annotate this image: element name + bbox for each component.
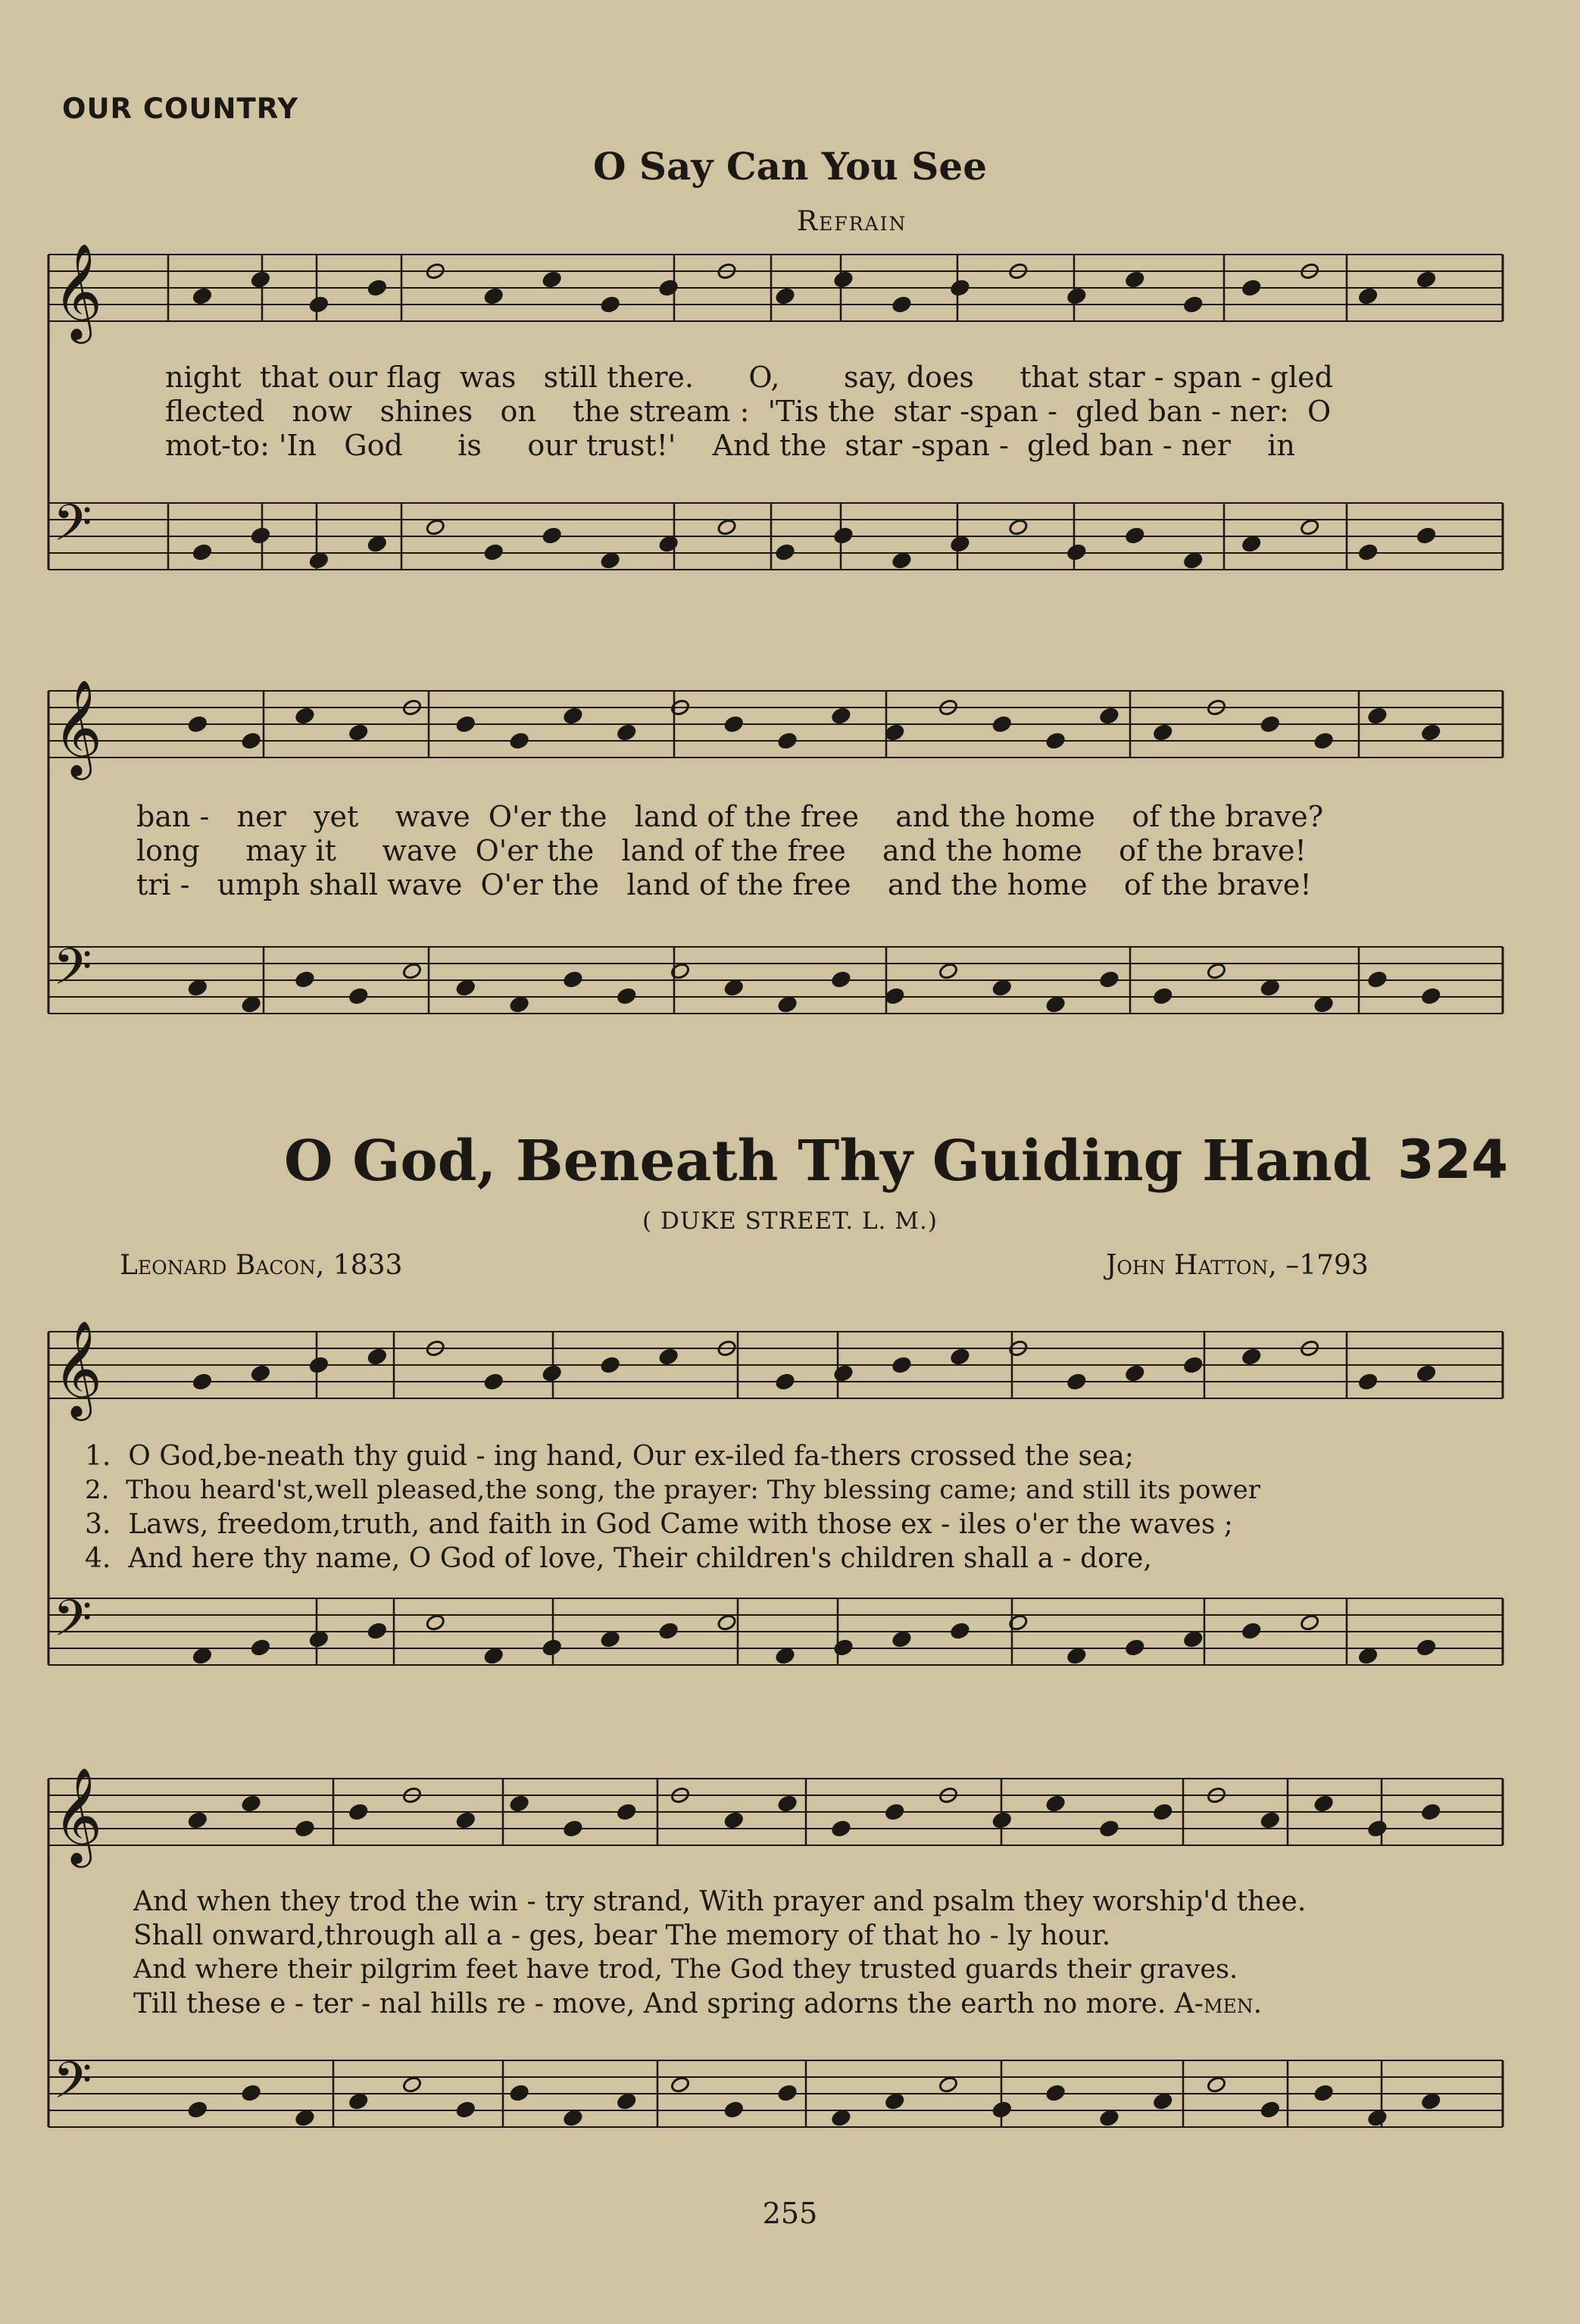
verse-line: Shall onward,through all a - ges, bear The memory of that ho - ly hour. — [133, 1920, 1111, 1951]
note-head — [617, 1803, 637, 1821]
note-head — [658, 1348, 679, 1366]
note-head — [348, 987, 369, 1005]
note-head — [251, 1364, 271, 1382]
note-head — [1099, 970, 1119, 989]
lyric-word: ner — [236, 800, 286, 833]
note-head — [1358, 543, 1379, 561]
verse-text: Laws, freedom,truth, and faith in God Came with those ex - iles o'er the waves ; — [128, 1509, 1233, 1540]
note-head — [1045, 2084, 1066, 2102]
note-head — [1416, 1364, 1437, 1382]
note-head — [1125, 1638, 1145, 1657]
note-head — [509, 995, 529, 1014]
verse-line — [85, 1441, 1134, 1472]
note-head — [1153, 2092, 1173, 2110]
note-head — [483, 543, 504, 561]
lyric-word: that star - span - gled — [1020, 361, 1333, 394]
clef-icon: 𝄢 — [53, 1589, 92, 1660]
lyric-word: that our flag — [259, 361, 442, 394]
note-head — [192, 1373, 213, 1391]
note-head — [1358, 1373, 1379, 1391]
note-head — [1066, 1647, 1087, 1665]
note-head — [1358, 287, 1379, 305]
tune-name: ( DUKE STREET. L. M.) — [642, 1207, 938, 1235]
note-head — [1416, 526, 1437, 545]
note-head — [1313, 732, 1334, 750]
note-head — [1066, 1373, 1087, 1391]
note-head — [1416, 270, 1437, 289]
lyric-word: star -span - — [845, 429, 1009, 462]
lyric-word: the stream : — [573, 395, 750, 428]
note-head — [1300, 1613, 1320, 1632]
lyric-line — [165, 429, 1295, 462]
lyric-word: still there. — [543, 361, 694, 394]
note-head — [717, 1613, 737, 1632]
note-head — [563, 707, 583, 725]
note-head — [891, 295, 912, 314]
note-head — [367, 535, 387, 553]
note-head — [455, 979, 476, 997]
lyric-word: mot-to: 'In — [165, 429, 317, 462]
note-head — [1260, 979, 1280, 997]
note-head — [658, 279, 679, 297]
composer-credit: John Hatton, –1793 — [1106, 1250, 1369, 1281]
note-head — [295, 1820, 315, 1838]
note-head — [670, 2076, 691, 2094]
note-head — [455, 1811, 476, 1829]
clef-icon: 𝄢 — [53, 938, 92, 1008]
lyric-line — [136, 800, 1323, 833]
note-head — [509, 2084, 529, 2102]
note-head — [509, 1795, 529, 1813]
lyric-word: and the home — [895, 800, 1095, 833]
note-head — [187, 715, 208, 733]
hymn-title-o-god-beneath-thy-guiding-hand: O God, Beneath Thy Guiding Hand — [284, 1129, 1372, 1194]
note-head — [775, 287, 795, 305]
section-header: OUR COUNTRY — [62, 92, 298, 125]
note-head — [402, 962, 423, 980]
note-head — [885, 2092, 905, 2110]
note-head — [950, 279, 970, 297]
note-head — [309, 295, 329, 314]
lyric-word: land of the free — [634, 800, 859, 833]
lyric-word: wave — [395, 800, 470, 833]
note-head — [777, 1795, 798, 1813]
lyric-word: may it — [245, 834, 336, 867]
lyric-line — [136, 868, 1312, 901]
note-head — [542, 270, 562, 289]
note-head — [950, 1622, 970, 1640]
verse-line — [85, 1543, 1152, 1574]
note-head — [187, 1811, 208, 1829]
lyric-word: gled ban - ner — [1026, 429, 1231, 462]
note-head — [1416, 1638, 1437, 1657]
lyric-word: and the home — [887, 868, 1088, 901]
lyric-word: tri - — [136, 868, 190, 901]
note-head — [187, 2101, 208, 2119]
note-head — [1367, 707, 1388, 725]
note-head — [991, 979, 1012, 997]
note-head — [833, 1364, 854, 1382]
note-head — [1125, 1364, 1145, 1382]
note-head — [1313, 995, 1334, 1014]
note-head — [1099, 2109, 1119, 2127]
note-head — [885, 987, 905, 1005]
note-head — [600, 551, 620, 570]
verse-number: 1. — [85, 1441, 111, 1472]
note-head — [831, 1820, 851, 1838]
refrain-label: Refrain — [797, 206, 907, 237]
lyric-line — [136, 834, 1307, 867]
note-head — [295, 970, 315, 989]
note-head — [833, 526, 854, 545]
note-head — [455, 715, 476, 733]
note-head — [1045, 995, 1066, 1014]
note-head — [1241, 1348, 1262, 1366]
clef-icon: 𝄞 — [53, 679, 103, 776]
clef-icon: 𝄢 — [53, 494, 92, 564]
note-head — [348, 723, 369, 742]
lyric-word: 'Tis the — [767, 395, 876, 428]
note-head — [1260, 2101, 1280, 2119]
lyric-word: O'er the — [488, 800, 607, 833]
note-head — [777, 2084, 798, 2102]
amen-label: A-men. — [1174, 1988, 1263, 2019]
hymn-number: 324 — [1397, 1129, 1509, 1191]
note-head — [658, 1622, 679, 1640]
note-head — [885, 1803, 905, 1821]
note-head — [938, 2076, 959, 2094]
note-head — [1183, 551, 1204, 570]
note-head — [251, 526, 271, 545]
verse-line — [85, 1475, 1260, 1505]
note-head — [1207, 962, 1227, 980]
note-head — [775, 543, 795, 561]
lyric-word: flected — [165, 395, 265, 428]
note-head — [1153, 723, 1173, 742]
note-head — [1300, 518, 1320, 536]
verse-line — [85, 1509, 1233, 1540]
note-head — [1367, 2109, 1388, 2127]
lyric-word: now — [292, 395, 353, 428]
lyric-word: And the — [712, 429, 827, 462]
note-head — [1099, 1820, 1119, 1838]
note-head — [1153, 987, 1173, 1005]
lyric-word: say, does — [844, 361, 974, 394]
note-head — [1421, 1803, 1441, 1821]
note-head — [833, 1638, 854, 1657]
note-head — [192, 287, 213, 305]
note-head — [563, 1820, 583, 1838]
note-head — [367, 1622, 387, 1640]
verse-text: Till these e - ter - nal hills re - move, And spring adorns the earth no more. — [133, 1988, 1166, 2019]
note-head — [309, 551, 329, 570]
note-head — [1241, 279, 1262, 297]
note-head — [950, 535, 970, 553]
note-head — [991, 1811, 1012, 1829]
verse-text: O God,be-neath thy guid - ing hand, Our ex-iled fa-thers crossed the sea; — [128, 1441, 1134, 1472]
lyric-word: night — [165, 361, 242, 394]
lyric-word: on — [500, 395, 536, 428]
note-head — [723, 979, 744, 997]
note-head — [425, 1613, 445, 1632]
note-head — [1421, 987, 1441, 1005]
note-head — [777, 732, 798, 750]
note-head — [1367, 970, 1388, 989]
note-head — [775, 1647, 795, 1665]
note-head — [295, 2109, 315, 2127]
note-head — [563, 2109, 583, 2127]
note-head — [1153, 1803, 1173, 1821]
lyric-word: wave — [382, 834, 457, 867]
lyric-word: long — [136, 834, 200, 867]
note-head — [251, 1638, 271, 1657]
note-head — [402, 2076, 423, 2094]
verse-line: And where their pilgrim feet have trod, The God they trusted guards their graves. — [133, 1954, 1238, 1985]
lyric-word: of the brave! — [1123, 868, 1312, 901]
note-head — [1066, 287, 1087, 305]
note-head — [1260, 1811, 1280, 1829]
note-head — [617, 723, 637, 742]
lyric-word: star -span - — [893, 395, 1057, 428]
lyric-word: our trust!' — [527, 429, 676, 462]
note-head — [1099, 707, 1119, 725]
lyric-word: yet — [314, 800, 359, 833]
lyric-word: was — [459, 361, 517, 394]
lyric-word: of the brave! — [1119, 834, 1307, 867]
lyric-word: O, — [748, 361, 780, 394]
note-head — [251, 270, 271, 289]
lyric-word: umph shall wave — [217, 868, 463, 901]
verse-number: 3. — [85, 1509, 111, 1540]
note-head — [1125, 270, 1145, 289]
note-head — [991, 2101, 1012, 2119]
note-head — [1313, 1795, 1334, 1813]
note-head — [563, 970, 583, 989]
note-head — [1183, 1630, 1204, 1648]
verse-number: 2. — [85, 1475, 110, 1505]
note-head — [192, 1647, 213, 1665]
note-head — [1358, 1647, 1379, 1665]
note-head — [241, 1795, 261, 1813]
hymn-title-o-say-can-you-see: O Say Can You See — [592, 144, 988, 189]
lyric-line — [165, 361, 1333, 394]
note-head — [483, 1373, 504, 1391]
lyric-word: ban - — [136, 800, 210, 833]
note-head — [241, 732, 261, 750]
clef-icon: 𝄞 — [53, 242, 103, 339]
note-head — [455, 2101, 476, 2119]
note-head — [1367, 1820, 1388, 1838]
note-head — [309, 1356, 329, 1374]
note-head — [483, 287, 504, 305]
note-head — [891, 551, 912, 570]
note-head — [831, 707, 851, 725]
note-head — [833, 270, 854, 289]
note-head — [670, 962, 691, 980]
note-head — [1241, 535, 1262, 553]
note-head — [483, 1647, 504, 1665]
lyric-word: O — [1307, 395, 1332, 428]
lyric-word: land of the free — [626, 868, 851, 901]
lyric-word: God — [344, 429, 403, 462]
note-head — [1183, 1356, 1204, 1374]
note-head — [367, 1348, 387, 1366]
note-head — [367, 279, 387, 297]
note-head — [891, 1356, 912, 1374]
note-head — [192, 543, 213, 561]
note-head — [425, 518, 445, 536]
note-head — [600, 1630, 620, 1648]
verse-number: 4. — [85, 1543, 111, 1574]
note-head — [717, 518, 737, 536]
note-head — [775, 1373, 795, 1391]
note-head — [1045, 1795, 1066, 1813]
lyric-word: in — [1267, 429, 1295, 462]
verse-text: Thou heard'st,well pleased,the song, the prayer: Thy blessing came; and still its power — [126, 1475, 1260, 1505]
note-head — [1125, 526, 1145, 545]
note-head — [1008, 518, 1029, 536]
note-head — [1045, 732, 1066, 750]
note-head — [542, 526, 562, 545]
note-head — [241, 2084, 261, 2102]
lyric-line — [165, 395, 1331, 428]
note-head — [348, 1803, 369, 1821]
note-head — [600, 295, 620, 314]
note-head — [617, 987, 637, 1005]
note-head — [1241, 1622, 1262, 1640]
note-head — [1421, 2092, 1441, 2110]
note-head — [241, 995, 261, 1014]
note-head — [658, 535, 679, 553]
clef-icon: 𝄞 — [53, 1320, 103, 1417]
note-head — [938, 962, 959, 980]
note-head — [348, 2092, 369, 2110]
lyric-word: and the home — [882, 834, 1082, 867]
note-head — [1066, 543, 1087, 561]
note-head — [187, 979, 208, 997]
verse-text: And here thy name, O God of love, Their children's children shall a - dore, — [128, 1543, 1152, 1574]
clef-icon: 𝄞 — [53, 1766, 103, 1863]
note-head — [991, 715, 1012, 733]
note-head — [723, 1811, 744, 1829]
note-head — [542, 1364, 562, 1382]
clef-icon: 𝄢 — [53, 2051, 92, 2122]
lyric-word: of the brave? — [1132, 800, 1324, 833]
note-head — [1183, 295, 1204, 314]
lyric-word: is — [457, 429, 482, 462]
note-head — [1207, 2076, 1227, 2094]
note-head — [1260, 715, 1280, 733]
page-number: 255 — [762, 2197, 818, 2230]
note-head — [891, 1630, 912, 1648]
lyric-word: land of the free — [621, 834, 846, 867]
note-head — [723, 715, 744, 733]
lyric-word: gled ban - ner: — [1076, 395, 1289, 428]
note-head — [617, 2092, 637, 2110]
lyric-word: O'er the — [480, 868, 600, 901]
note-head — [950, 1348, 970, 1366]
note-head — [723, 2101, 744, 2119]
note-head — [831, 970, 851, 989]
note-head — [1421, 723, 1441, 742]
note-head — [542, 1638, 562, 1657]
lyric-word: O'er the — [475, 834, 595, 867]
note-head — [509, 732, 529, 750]
note-head — [831, 2109, 851, 2127]
verse-line: And when they trod the win - try strand, With prayer and psalm they worship'd thee. — [133, 1886, 1307, 1917]
note-head — [885, 723, 905, 742]
note-head — [1313, 2084, 1334, 2102]
lyricist-credit: Leonard Bacon, 1833 — [120, 1250, 403, 1281]
note-head — [295, 707, 315, 725]
note-head — [600, 1356, 620, 1374]
note-head — [777, 995, 798, 1014]
note-head — [309, 1630, 329, 1648]
verse-line — [133, 1988, 1262, 2019]
lyric-word: shines — [379, 395, 473, 428]
